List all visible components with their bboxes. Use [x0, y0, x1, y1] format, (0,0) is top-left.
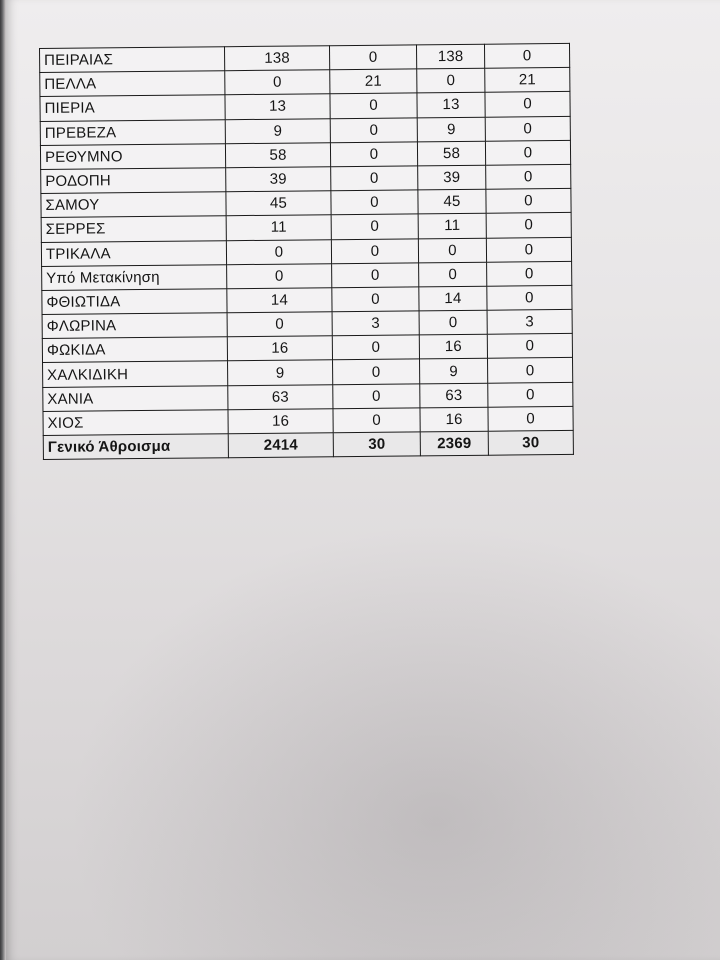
value-cell: 0 — [486, 189, 571, 214]
total-value-cell: 2369 — [420, 431, 488, 456]
value-cell: 0 — [227, 312, 332, 337]
table-container — [39, 43, 573, 460]
total-value-cell: 2414 — [228, 433, 333, 458]
region-name-cell: ΧΑΛΚΙΔΙΚΗ — [43, 361, 228, 387]
value-cell: 16 — [228, 409, 333, 434]
value-cell: 0 — [487, 334, 572, 359]
value-cell: 0 — [419, 262, 487, 287]
value-cell: 14 — [419, 286, 487, 311]
region-name-cell: ΠΕΙΡΑΙΑΣ — [40, 47, 225, 73]
value-cell: 39 — [226, 167, 331, 192]
value-cell: 0 — [331, 214, 418, 239]
value-cell: 21 — [330, 69, 417, 94]
value-cell: 63 — [228, 384, 333, 409]
region-name-cell: ΦΩΚΙΔΑ — [42, 337, 227, 363]
value-cell: 58 — [417, 141, 485, 166]
value-cell: 11 — [226, 215, 331, 240]
value-cell: 9 — [228, 360, 333, 385]
region-name-cell: ΡΟΔΟΠΗ — [41, 168, 226, 194]
regions-table — [39, 43, 574, 460]
value-cell: 0 — [330, 142, 417, 167]
value-cell: 0 — [331, 166, 418, 191]
value-cell: 0 — [226, 239, 331, 264]
value-cell: 0 — [486, 213, 571, 238]
value-cell: 0 — [333, 408, 420, 433]
value-cell: 0 — [485, 140, 570, 165]
region-name-cell: ΠΡΕΒΕΖΑ — [40, 119, 225, 145]
value-cell: 0 — [329, 45, 416, 70]
value-cell: 13 — [417, 93, 485, 118]
paper-sheet — [6, 0, 720, 960]
value-cell: 0 — [488, 358, 573, 383]
value-cell: 16 — [227, 336, 332, 361]
region-name-cell: Υπό Μετακίνηση — [42, 264, 227, 290]
value-cell: 45 — [418, 189, 486, 214]
total-value-cell: 30 — [488, 430, 573, 455]
region-name-cell: ΤΡΙΚΑΛΑ — [41, 240, 226, 266]
value-cell: 0 — [331, 190, 418, 215]
value-cell: 138 — [224, 46, 329, 71]
value-cell: 0 — [333, 359, 420, 384]
region-name-cell: ΧΑΝΙΑ — [43, 385, 228, 411]
region-name-cell: ΠΙΕΡΙΑ — [40, 95, 225, 121]
value-cell: 3 — [332, 311, 419, 336]
value-cell: 0 — [330, 117, 417, 142]
value-cell: 0 — [487, 285, 572, 310]
value-cell: 0 — [486, 164, 571, 189]
total-label-cell: Γενικό Άθροισμα — [43, 434, 228, 460]
region-name-cell: ΡΕΘΥΜΝΟ — [40, 143, 225, 169]
total-value-cell: 30 — [333, 432, 420, 457]
value-cell: 11 — [418, 214, 486, 239]
region-name-cell: ΠΕΛΛΑ — [40, 71, 225, 97]
value-cell: 0 — [484, 43, 569, 68]
value-cell: 0 — [330, 93, 417, 118]
value-cell: 0 — [488, 382, 573, 407]
value-cell: 45 — [226, 191, 331, 216]
value-cell: 0 — [331, 238, 418, 263]
value-cell: 0 — [332, 287, 419, 312]
region-name-cell: ΦΛΩΡΙΝΑ — [42, 313, 227, 339]
value-cell: 0 — [418, 238, 486, 263]
value-cell: 21 — [485, 68, 570, 93]
region-name-cell: ΣΕΡΡΕΣ — [41, 216, 226, 242]
value-cell: 9 — [225, 118, 330, 143]
table-body — [40, 43, 574, 459]
total-row — [43, 430, 573, 459]
value-cell: 0 — [485, 116, 570, 141]
value-cell: 0 — [333, 383, 420, 408]
value-cell: 0 — [485, 92, 570, 117]
value-cell: 0 — [487, 261, 572, 286]
value-cell: 9 — [420, 359, 488, 384]
value-cell: 58 — [225, 142, 330, 167]
region-name-cell: ΧΙΟΣ — [43, 410, 228, 436]
value-cell: 16 — [420, 407, 488, 432]
value-cell: 0 — [419, 310, 487, 335]
value-cell: 14 — [227, 288, 332, 313]
value-cell: 63 — [420, 383, 488, 408]
value-cell: 0 — [225, 70, 330, 95]
value-cell: 0 — [417, 68, 485, 93]
value-cell: 0 — [488, 406, 573, 431]
value-cell: 16 — [419, 334, 487, 359]
value-cell: 39 — [418, 165, 486, 190]
value-cell: 0 — [332, 335, 419, 360]
value-cell: 9 — [417, 117, 485, 142]
value-cell: 0 — [486, 237, 571, 262]
value-cell: 0 — [227, 263, 332, 288]
region-name-cell: ΣΑΜΟΥ — [41, 192, 226, 218]
region-name-cell: ΦΘΙΩΤΙΔΑ — [42, 289, 227, 315]
value-cell: 138 — [416, 44, 484, 69]
value-cell: 3 — [487, 309, 572, 334]
value-cell: 13 — [225, 94, 330, 119]
value-cell: 0 — [332, 263, 419, 288]
